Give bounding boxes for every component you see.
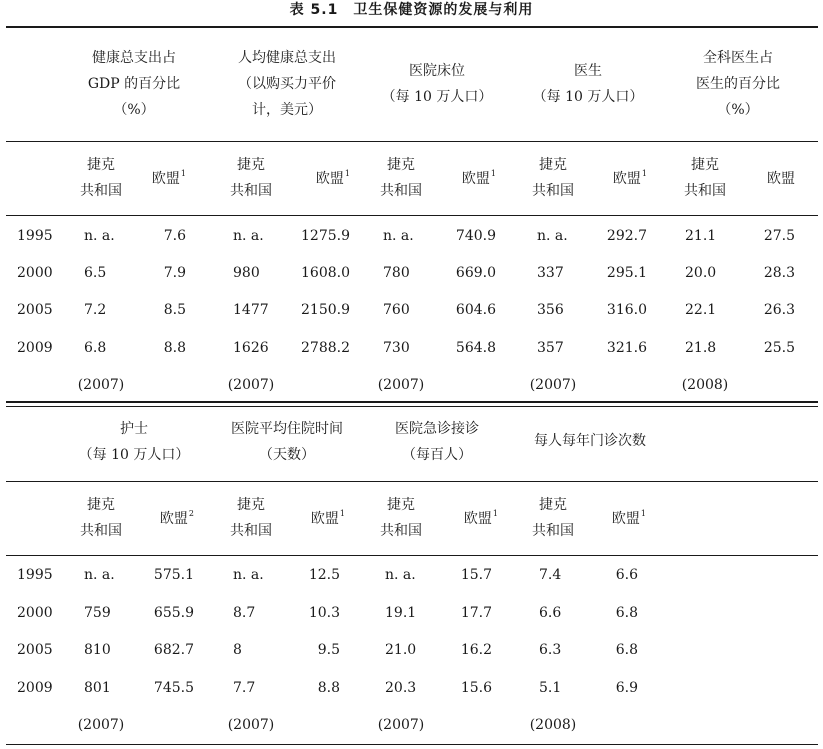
data-cell: 316.0 [606,302,647,318]
data-cell: 745.5 [153,680,194,696]
data-cell: 321.6 [606,340,647,356]
footnote-marker: 1 [490,169,496,178]
subheader-czech: 共和国 [230,183,272,199]
subheader-czech: 共和国 [532,523,574,539]
data-cell: n. a. [84,228,115,244]
eu-label: 欧盟 [463,511,492,527]
data-cell: 2788.2 [301,340,350,356]
data-cell: 9.5 [317,642,340,658]
data-cell: 980 [233,265,260,281]
data-cell: 655.9 [153,605,194,621]
data-cell: 7.7 [233,680,256,696]
data-cell: 6.6 [539,605,562,621]
data-cell: 27.5 [763,228,795,244]
data-cell: 1608.0 [301,265,350,281]
column-header-line: （每 10 万人口） [532,89,644,105]
data-cell: 730 [383,340,410,356]
data-cell: 8.8 [163,340,186,356]
year-cell: 2005 [17,642,53,658]
data-cell: n. a. [233,567,264,583]
rule-header-2 [6,481,818,482]
data-cell: 21.8 [685,340,717,356]
data-cell: 6.3 [539,642,562,658]
subheader-czech: 共和国 [80,183,122,199]
rule-subheader-2 [6,555,818,556]
column-header-line: （每 10 万人口） [78,447,190,463]
eu-label: 欧盟 [310,511,339,527]
data-cell: 20.3 [385,680,417,696]
data-cell: 8 [233,642,242,658]
data-cell: 801 [84,680,111,696]
data-cell: 21.1 [685,228,717,244]
column-header-line: （天数） [259,447,315,463]
subheader-czech: 共和国 [380,523,422,539]
data-cell: 357 [537,340,564,356]
data-cell: 2150.9 [301,302,350,318]
data-cell: n. a. [537,228,568,244]
data-cell: 28.3 [763,265,795,281]
rule-bottom [6,744,818,745]
year-note: (2007) [227,377,275,393]
subheader-eu [462,166,496,192]
data-cell: 10.3 [308,605,340,621]
column-header-line: （以购买力平价 [238,76,336,92]
subheader-eu [316,166,350,192]
data-cell: 21.0 [385,642,417,658]
footnote-marker: 1 [180,169,186,178]
data-cell: 16.2 [460,642,492,658]
data-cell: 356 [537,302,564,318]
data-cell: 669.0 [455,265,496,281]
year-note: (2007) [227,717,275,733]
eu-label: 欧盟 [767,171,795,187]
footnote-marker: 1 [641,169,647,178]
column-header-line: （每百人） [402,447,472,463]
data-cell: 780 [383,265,410,281]
data-cell: 26.3 [763,302,795,318]
data-cell: 1626 [233,340,269,356]
data-cell: 604.6 [455,302,496,318]
data-cell: 337 [537,265,564,281]
data-cell: n. a. [383,228,414,244]
data-cell: 7.4 [539,567,562,583]
column-header-line: （每 10 万人口） [381,89,493,105]
rule-section-b [6,406,818,407]
data-cell: 759 [84,605,111,621]
data-cell: 7.9 [163,265,186,281]
subheader-eu [160,506,194,532]
subheader-eu [612,506,646,532]
year-note: (2008) [529,717,577,733]
data-cell: 292.7 [606,228,647,244]
footnote-marker: 1 [640,509,646,518]
year-cell: 2005 [17,302,53,318]
year-note: (2007) [377,717,425,733]
data-cell: 564.8 [455,340,496,356]
rule-top [6,26,818,28]
column-header-line: 人均健康总支出 [238,50,336,66]
subheader-czech: 捷克 [691,157,719,173]
column-header-line: （%） [717,102,759,118]
subheader-czech: 捷克 [87,497,115,513]
data-cell: 6.9 [615,680,638,696]
eu-label: 欧盟 [461,171,490,187]
data-cell: 6.6 [615,567,638,583]
column-header-line: 医生 [574,63,602,79]
subheader-czech: 共和国 [230,523,272,539]
data-cell: 17.7 [460,605,492,621]
data-cell: 6.8 [84,340,107,356]
subheader-eu [311,506,345,532]
data-cell: 8.5 [163,302,186,318]
year-note: (2007) [77,717,125,733]
eu-label: 欧盟 [611,511,640,527]
data-cell: n. a. [385,567,416,583]
column-header-line: 医院床位 [409,63,465,79]
data-cell: 740.9 [455,228,496,244]
year-note: (2007) [377,377,425,393]
data-cell: 6.8 [615,605,638,621]
footnote-marker: 1 [492,509,498,518]
data-cell: 19.1 [385,605,417,621]
footnote-marker: 2 [188,509,194,518]
subheader-czech: 共和国 [380,183,422,199]
column-header-line: 医院平均住院时间 [231,421,343,437]
rule-subheader [6,215,818,216]
column-header-line: GDP 的百分比 [87,76,181,92]
year-note: (2008) [681,377,729,393]
eu-label: 欧盟 [159,511,188,527]
subheader-czech: 捷克 [387,497,415,513]
data-cell: 5.1 [539,680,562,696]
data-cell: 15.6 [460,680,492,696]
data-cell: 7.2 [84,302,107,318]
eu-label: 欧盟 [315,171,344,187]
data-cell: 15.7 [460,567,492,583]
footnote-marker: 1 [344,169,350,178]
data-cell: 682.7 [153,642,194,658]
subheader-czech: 捷克 [387,157,415,173]
data-cell: n. a. [233,228,264,244]
year-cell: 2000 [17,605,53,621]
eu-label: 欧盟 [612,171,641,187]
subheader-czech: 捷克 [539,157,567,173]
data-cell: 22.1 [685,302,717,318]
subheader-czech: 共和国 [532,183,574,199]
data-cell: 20.0 [685,265,717,281]
subheader-czech: 捷克 [237,497,265,513]
year-cell: 2009 [17,680,53,696]
column-header-line: （%） [113,102,155,118]
data-cell: 8.7 [233,605,256,621]
year-cell: 2000 [17,265,53,281]
data-cell: 1477 [233,302,269,318]
subheader-czech: 捷克 [87,157,115,173]
data-cell: 25.5 [763,340,795,356]
year-cell: 1995 [17,567,53,583]
data-cell: 6.8 [615,642,638,658]
column-header-line: 医院急诊接诊 [395,421,479,437]
year-note: (2007) [529,377,577,393]
year-cell: 1995 [17,228,53,244]
column-header-line: 全科医生占 [703,50,773,66]
column-header-line: 健康总支出占 [92,50,176,66]
data-cell: 760 [383,302,410,318]
rule-section-a [6,401,818,403]
data-cell: n. a. [84,567,115,583]
data-cell: 295.1 [606,265,647,281]
subheader-czech: 捷克 [539,497,567,513]
subheader-eu [152,166,186,192]
data-cell: 7.6 [163,228,186,244]
subheader-eu [767,166,795,192]
subheader-eu [613,166,647,192]
table-title: 表 5.1 卫生保健资源的发展与利用 [289,2,534,18]
subheader-czech: 共和国 [80,523,122,539]
year-cell: 2009 [17,340,53,356]
eu-label: 欧盟 [151,171,180,187]
subheader-czech: 捷克 [237,157,265,173]
data-cell: 12.5 [308,567,340,583]
data-cell: 810 [84,642,111,658]
footnote-marker: 1 [339,509,345,518]
data-cell: 575.1 [153,567,194,583]
column-header-line: 护士 [120,421,148,437]
data-cell: 8.8 [317,680,340,696]
column-header-line: 每人每年门诊次数 [534,433,646,449]
column-header-line: 医生的百分比 [696,76,780,92]
data-cell: 1275.9 [301,228,350,244]
year-note: (2007) [77,377,125,393]
subheader-eu [464,506,498,532]
column-header-line: 计，美元） [252,102,322,118]
rule-header [6,141,818,142]
subheader-czech: 共和国 [684,183,726,199]
data-cell: 6.5 [84,265,107,281]
